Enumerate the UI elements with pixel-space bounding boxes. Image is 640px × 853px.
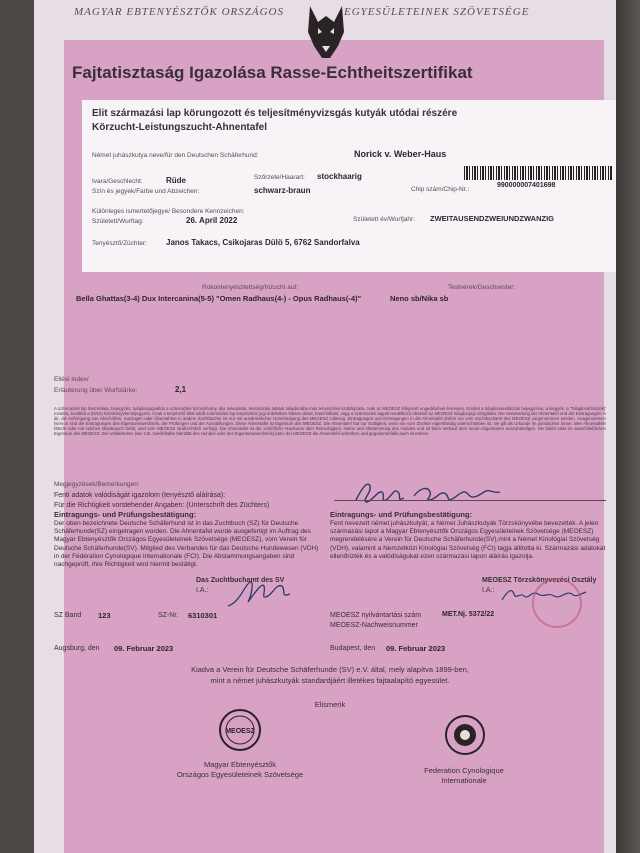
remarks-line1: Fenti adatok valódiságát igazolom (tenyésztő aláírása): <box>54 492 226 499</box>
left-org-line2: Országos Egyesületeinek Szövetsége <box>176 770 304 779</box>
remarks-label: Megjegyzések/Bemerkungen: <box>54 481 140 488</box>
marks-label: Különleges ismertetőjegye/ Besondere Kennzeichen: <box>92 208 245 215</box>
header-right: EGYESÜLETEINEK SZÖVETSÉGE <box>344 6 530 18</box>
german-shepherd-logo-icon <box>300 2 352 60</box>
birth-words: ZWEITAUSENDZWEIUNDZWANZIG <box>430 214 555 223</box>
svg-text:MEOESZ: MEOESZ <box>225 728 255 735</box>
footer-elismerik: Elismerik <box>314 700 346 709</box>
left-cert-heading: Eintragungs- und Prüfungsbestätigung: <box>54 510 197 519</box>
color-value: schwarz-braun <box>254 186 311 195</box>
sv-signature-icon <box>224 576 294 612</box>
pedigree-certificate <box>34 0 616 853</box>
breeder-value: Janos Takacs, Csikojaras Dülö 5, 6762 Sandorfalva <box>166 238 360 247</box>
dog-name: Norick v. Weber-Haus <box>354 149 447 159</box>
reg-label-de: MEOESZ-Nachweisnummer <box>330 622 418 629</box>
breed-label: Német juhászkutya neve/für den Deutschen Schäferhund: <box>92 152 259 159</box>
left-cert-ia: I.A.: <box>196 587 209 594</box>
inbreeding-label: Rokontenyésztettség/Inzucht auf: <box>202 284 299 291</box>
chip-number: 990000007401698 <box>497 182 556 189</box>
sz-nr-value: 6310301 <box>188 611 218 620</box>
red-stamp-icon <box>532 578 582 628</box>
birth-label: Született/Wurftag: <box>92 218 144 225</box>
breeder-label: Tenyésztő/Züchter: <box>92 240 147 247</box>
litter-index-label2: Erläuterung über Wurfstärke: <box>54 387 138 394</box>
coat-value: stockhaarig <box>317 172 362 181</box>
sz-nr-label: SZ-Nr. <box>158 612 179 619</box>
header-left: MAGYAR EBTENYÉSZTŐK ORSZÁGOS <box>74 6 284 18</box>
subtitle-line1: Elit származási lap körungozott és teljesítményvizsgás kutyák utódai részére <box>92 108 458 119</box>
fci-logo-icon <box>444 714 486 756</box>
sex-label: Ivara/Geschlecht: <box>92 178 143 185</box>
background-edge <box>616 0 640 853</box>
right-org-line1: Federation Cynologique <box>424 766 504 775</box>
sz-band-value: 123 <box>98 611 111 620</box>
right-cert-office: MEOESZ Törzskönyvezési Osztály <box>482 577 597 584</box>
left-cert-body: Der oben bezeichnete Deutsche Schäferhund ist in das Zuchtbuch (SZ) für Deutsche Schäferhunde(SZ) eingetragen worden. Die Ahnentafel wurde ausgefertigt im Auftrag des Magyar Ebtenyésztők Országos Egyesületeinek Szövetsége (MEOESZ), vom Verein für Deutsche Schäferhunde(SV). Mitglied des Verbandes für das Deutsche Hundewesen (VDH) in der Fédération Cynologique Internationale (FCI). Die Abstammungsangaben sind nachgeprüft, ihre Richtigkeit wird hiermit bestätigt. <box>54 520 319 569</box>
breeder-signature-icon <box>350 478 520 508</box>
reg-label: MEOESZ nyilvántartási szám <box>330 612 422 619</box>
fine-print: A származási lap használata, bejegyzés, tulajdonjogváltás a származási bizonyítvány, díjs másolatok, leszárazási adatok tulajdonába más tenyésztési szabályzata, csak az MEOESZ kifejezett engedélyével érvényes. Eredeti a tulajdonosváltozás bejegyzése, a kiegyék, a 'Tulajdonátírás(ok)' rovatba, továbbá a (DNS) törzskönyvbe bejegyzés. Csak a tenyésztő által adott származási lap tenyésztési jogi érdekében hiteles okirat, használható, vagy a származási lappal rendelkező ebeknél az MEOESZ tulajdonjogi vizsgálata. Die Verwendung der Ahnentafel und der Eintragungen in dir, die Anfertigung von Abschriften, Auszügen oder Übernahme in andere Zuchtbücher ist nur mit ausdrücklicher Genehmigung des MEOESZ zulässig. Eintragungen und Eintragungen in die Ahnentafel dürfen nur vom Zuchtbuchamt des MEOESZ vorgenommen werden. Ausgenommen hiervon sind die Eintragungen des Eigentumswechsels, der Prüfungen und der Ausstellungen. Diese Ahnentafel ist Eigentum des MEOESZ. Die Ahnentafel hat nur Gültigkeit, wenn sie vom Züchter eigenhändig unterschrieben ist, sie gilt als Urkunde im juristischen Sinne. Wer Ahnentafeln fälscht oder mit solchen Missbrauch treibt, wird vom MEOESZ strafrechtlich verfolgt. Die Ahnentafel ist der schriftliche Nachweis über Reinerbigkeit, Name und Abstammung des Hundes und ist beim Verkauf dem neuen Eigentümer auszuhändigen. Sie bleibt stets im ausschließlichen Eigentum des MEOESZ. Bei Unklarheiten (wie z.B. zweifelhafte Identität des Hundes oder des Eigentumswechsels) kann der MEOESZ die Ahnentafel anfordern und gegebenenfalls auch einziehen. <box>54 406 606 436</box>
signature-line <box>334 500 606 501</box>
remarks-line2: Für die Richtigkeit vorstehender Angaben: (Unterschrift des Züchters) <box>54 502 270 509</box>
litter-index-value: 2,1 <box>175 385 187 394</box>
right-org-line2: Internationale <box>441 776 487 785</box>
right-cert-heading: Eintragungs- und Prüfungsbestätigung: <box>330 510 473 519</box>
right-cert-body: Fent nevezett német juhászkutyát, a Német Juhászkutyák Törzskönyvébe bevezették. A jelen származási lapot a Magyar Ebtenyésztők Országos Egyesületeinek Szövetsége (MEOESZ) megrendelésére a Verein für Deutsche Schäferhunde(SV),mint a Német Kinológiai Szövetség (VDH), valamint a Nemzetközi Kinológiai Szövetség (FCI) tagja állította ki. Származási adatokat ellenőrizték és a valódiságukat ezen származási lapon aláírás igazolja. <box>330 520 606 560</box>
reg-value: MET.Nj. 5372/22 <box>442 611 495 618</box>
siblings-label: Testvérek/Geschwister: <box>448 284 516 291</box>
footer-line1: Kiadva a Verein für Deutsche Schäferhunde (SV) e.V. által, mely alapítva 1899-ben, <box>191 665 469 674</box>
left-cert-office: Das Zuchtbuchamt des SV <box>196 577 285 584</box>
birth-words-label: Született év/Wurfjahr: <box>353 216 416 223</box>
siblings-value: Neno sb/Nika sb <box>390 294 449 303</box>
subtitle-line2: Körzucht-Leistungszucht-Ahnentafel <box>92 122 267 133</box>
right-date: 09. Februar 2023 <box>386 644 446 653</box>
chip-barcode <box>464 166 612 180</box>
birth-date: 26. April 2022 <box>186 216 238 225</box>
left-place: Augsburg, den <box>54 645 100 652</box>
sex-value: Rüde <box>166 176 186 185</box>
left-org-line1: Magyar Ebtenyésztők <box>203 760 277 769</box>
inbreeding-value: Bella Ghattas(3-4) Dux Intercanina(5-5) "Omen Radhaus(4-) - Opus Radhaus(-4)" <box>76 294 362 303</box>
footer-line2: mint a német juhászkutyák standardjáért illetékes fajtaalapító egyesület. <box>210 676 450 685</box>
litter-index-label1: Ellési index/ <box>54 376 89 383</box>
left-date: 09. Februar 2023 <box>114 644 174 653</box>
chip-label: Chip szám/Chip-Nr.: <box>411 186 470 193</box>
dog-details-box <box>82 100 616 272</box>
coat-label: Szőrzete/Haarart: <box>254 174 305 181</box>
sz-band-label: SZ Band <box>54 612 82 619</box>
meoesz-logo-icon <box>218 708 262 752</box>
color-label: Szín és jegyek/Farbe und Abzeichen: <box>92 188 200 195</box>
right-place: Budapest, den <box>330 645 376 652</box>
page-title: Fajtatisztaság Igazolása Rasse-Echtheitszertifikat <box>72 63 473 82</box>
right-cert-ia: I.A.: <box>482 587 495 594</box>
